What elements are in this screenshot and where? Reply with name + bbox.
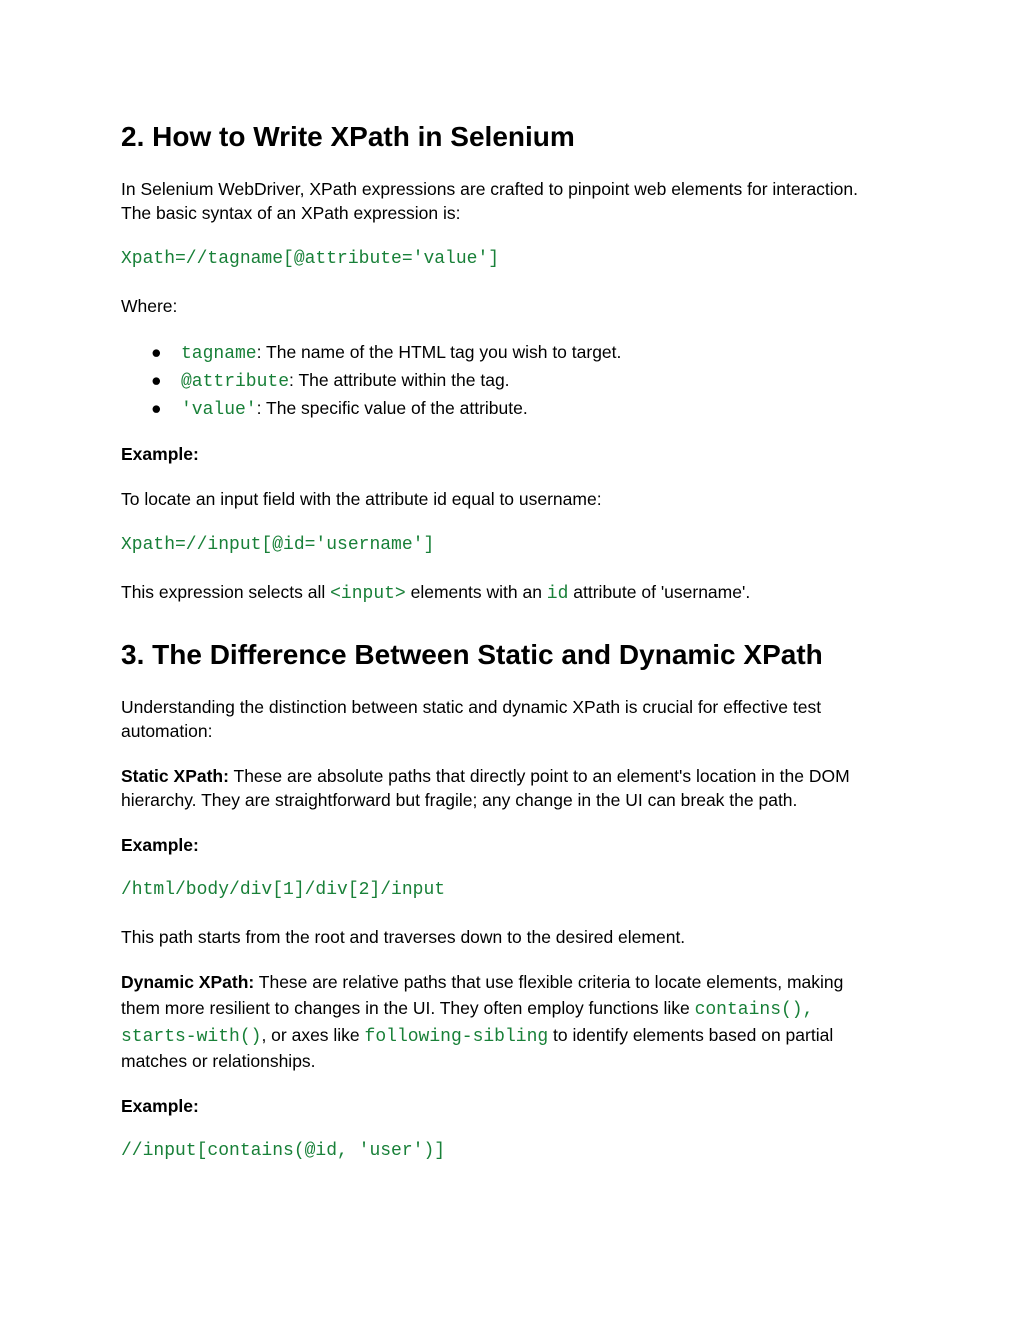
paragraph-line: hierarchy. They are straightforward but fragile; any change in the UI can break the path. [121,790,798,810]
paragraph-line: To locate an input field with the attribute id equal to username: [121,489,602,509]
paragraph-line [121,970,843,994]
bullet-icon: ● [151,342,162,362]
list-item [181,396,528,422]
list-item [181,340,621,366]
code-example: /html/body/div[1]/div[2]/input [121,880,446,900]
inline-code: <input> [330,584,406,604]
inline-code: id [546,584,569,604]
paragraph-line: In Selenium WebDriver, XPath expressions are crafted to pinpoint web elements for interaction. [121,179,858,199]
paragraph-line [121,1023,833,1049]
text: attribute of 'username'. [568,582,751,602]
inline-code: starts-with() [121,1027,262,1047]
text: These are absolute paths that directly point to an element's location in the DOM [228,766,850,786]
inline-code: @attribute [181,372,290,392]
bullet-icon: ● [151,370,162,390]
list-item-text: : The attribute within the tag. [289,370,510,390]
inline-code: tagname [181,344,257,364]
paragraph-line [121,580,750,606]
dynamic-label: Dynamic XPath: [121,972,255,992]
inline-code: 'value' [181,400,257,420]
paragraph-line: This path starts from the root and traverses down to the desired element. [121,927,686,947]
list-item-text: : The specific value of the attribute. [256,398,528,418]
example-label: Example: [121,444,199,464]
paragraph-line: The basic syntax of an XPath expression is: [121,203,461,223]
text: , or axes like [261,1025,365,1045]
static-label: Static XPath: [121,766,229,786]
paragraph-line [121,764,850,788]
code-example: Xpath=//input[@id='username'] [121,535,435,555]
text: This expression selects all [121,582,331,602]
text: them more resilient to changes in the UI. They often employ functions like [121,998,695,1018]
text: elements with an [405,582,547,602]
list-item-text: : The name of the HTML tag you wish to target. [256,342,622,362]
inline-code: following-sibling [364,1027,549,1047]
code-example: //input[contains(@id, 'user')] [121,1141,446,1161]
example-label: Example: [121,1096,199,1116]
inline-code: contains(), [694,1000,814,1020]
text: These are relative paths that use flexible criteria to locate elements, making [254,972,844,992]
code-syntax: Xpath=//tagname[@attribute='value'] [121,249,500,269]
paragraph-line [121,996,813,1022]
where-label: Where: [121,296,178,316]
paragraph-line: matches or relationships. [121,1051,316,1071]
section-heading: 2. How to Write XPath in Selenium [121,121,575,152]
section-heading: 3. The Difference Between Static and Dynamic XPath [121,639,823,670]
paragraph-line: Understanding the distinction between static and dynamic XPath is crucial for effective test [121,697,822,717]
example-label: Example: [121,835,199,855]
text: to identify elements based on partial [548,1025,834,1045]
paragraph-line: automation: [121,721,213,741]
list-item [181,368,510,394]
bullet-icon: ● [151,398,162,418]
